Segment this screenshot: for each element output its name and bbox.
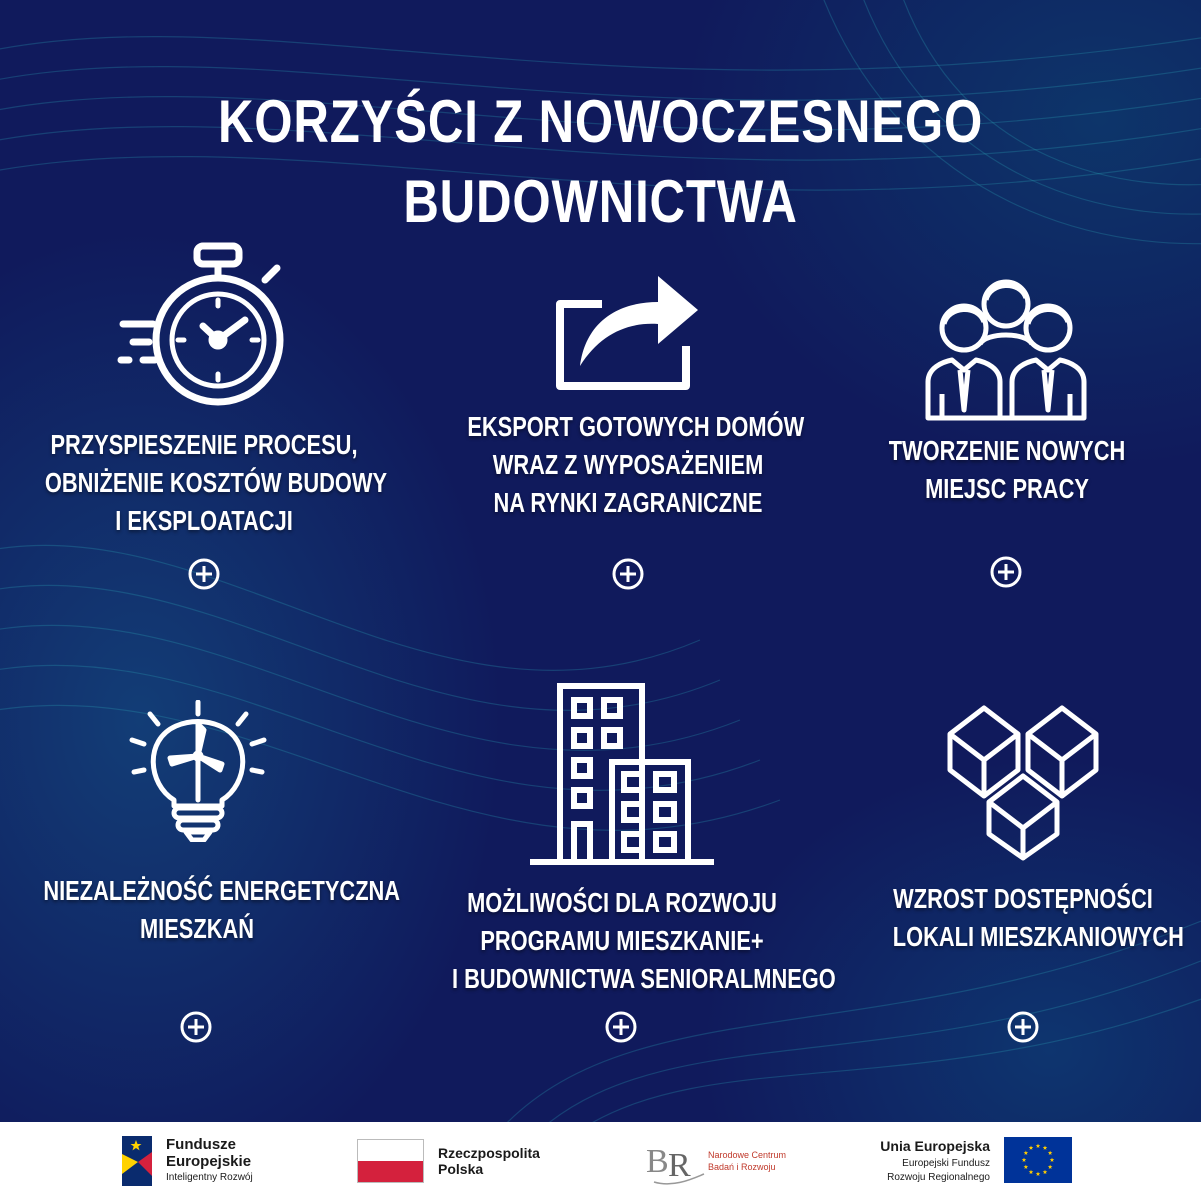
buildings-icon [528,682,716,866]
polish-flag-icon [357,1139,424,1183]
expand-plus-button-5[interactable] [605,1011,637,1043]
ue-line3: Rozwoju Regionalnego [887,1172,990,1183]
fe-line2: Europejskie [166,1153,252,1170]
benefit-label-2: EKSPORT GOTOWYCH DOMÓW WRAZ Z WYPOSAŻENIEM NA RYNKI ZAGRANICZNE [467,411,805,518]
fundusze-europejskie-logo-icon [120,1132,156,1190]
page-title: KORZYŚCI Z NOWOCZESNEGO BUDOWNICTWA [217,88,984,235]
benefit-label-6: WZROST DOSTĘPNOŚCI LOKALI MIESZKANIOWYCH [892,883,1184,952]
cubes-icon [946,700,1100,862]
expand-plus-button-4[interactable] [180,1011,212,1043]
stopwatch-icon [115,240,295,415]
benefit-label-3: TWORZENIE NOWYCH MIEJSC PRACY [888,435,1126,504]
benefit-label-1: PRZYSPIESZENIE PROCESU, OBNIŻENIE KOSZTÓW BUDOWY I EKSPLOATACJI [44,429,388,536]
ncbr-line2: Badań i Rozwoju [708,1162,776,1172]
fe-line3: Inteligentny Rozwój [166,1172,253,1183]
eu-flag-icon [1004,1137,1072,1183]
benefit-label-4: NIEZALEŻNOŚĆ ENERGETYCZNA MIESZKAŃ [43,875,401,944]
expand-plus-button-1[interactable] [188,558,220,590]
rp-line2: Polska [438,1161,484,1177]
ue-line2: Europejski Fundusz [902,1158,990,1169]
svg-text:R: R [668,1147,691,1184]
expand-plus-button-3[interactable] [990,556,1022,588]
people-group-icon [920,270,1092,425]
footer-logos [0,1122,1201,1201]
rp-line1: Rzeczpospolita [438,1145,540,1161]
ncbr-logo-icon [644,1134,706,1188]
benefit-label-5: MOŻLIWOŚCI DLA ROZWOJU PROGRAMU MIESZKANIE+ I BUDOWNICTWA SENIORALMNEGO [451,887,836,994]
expand-plus-button-2[interactable] [612,558,644,590]
share-export-icon [550,262,705,392]
ncbr-line1: Narodowe Centrum [708,1150,787,1160]
expand-plus-button-6[interactable] [1007,1011,1039,1043]
lightbulb-wind-turbine-icon [128,700,268,842]
svg-text:B: B [646,1143,669,1180]
ue-line1: Unia Europejska [880,1138,990,1154]
fe-line1: Fundusze [166,1136,236,1153]
